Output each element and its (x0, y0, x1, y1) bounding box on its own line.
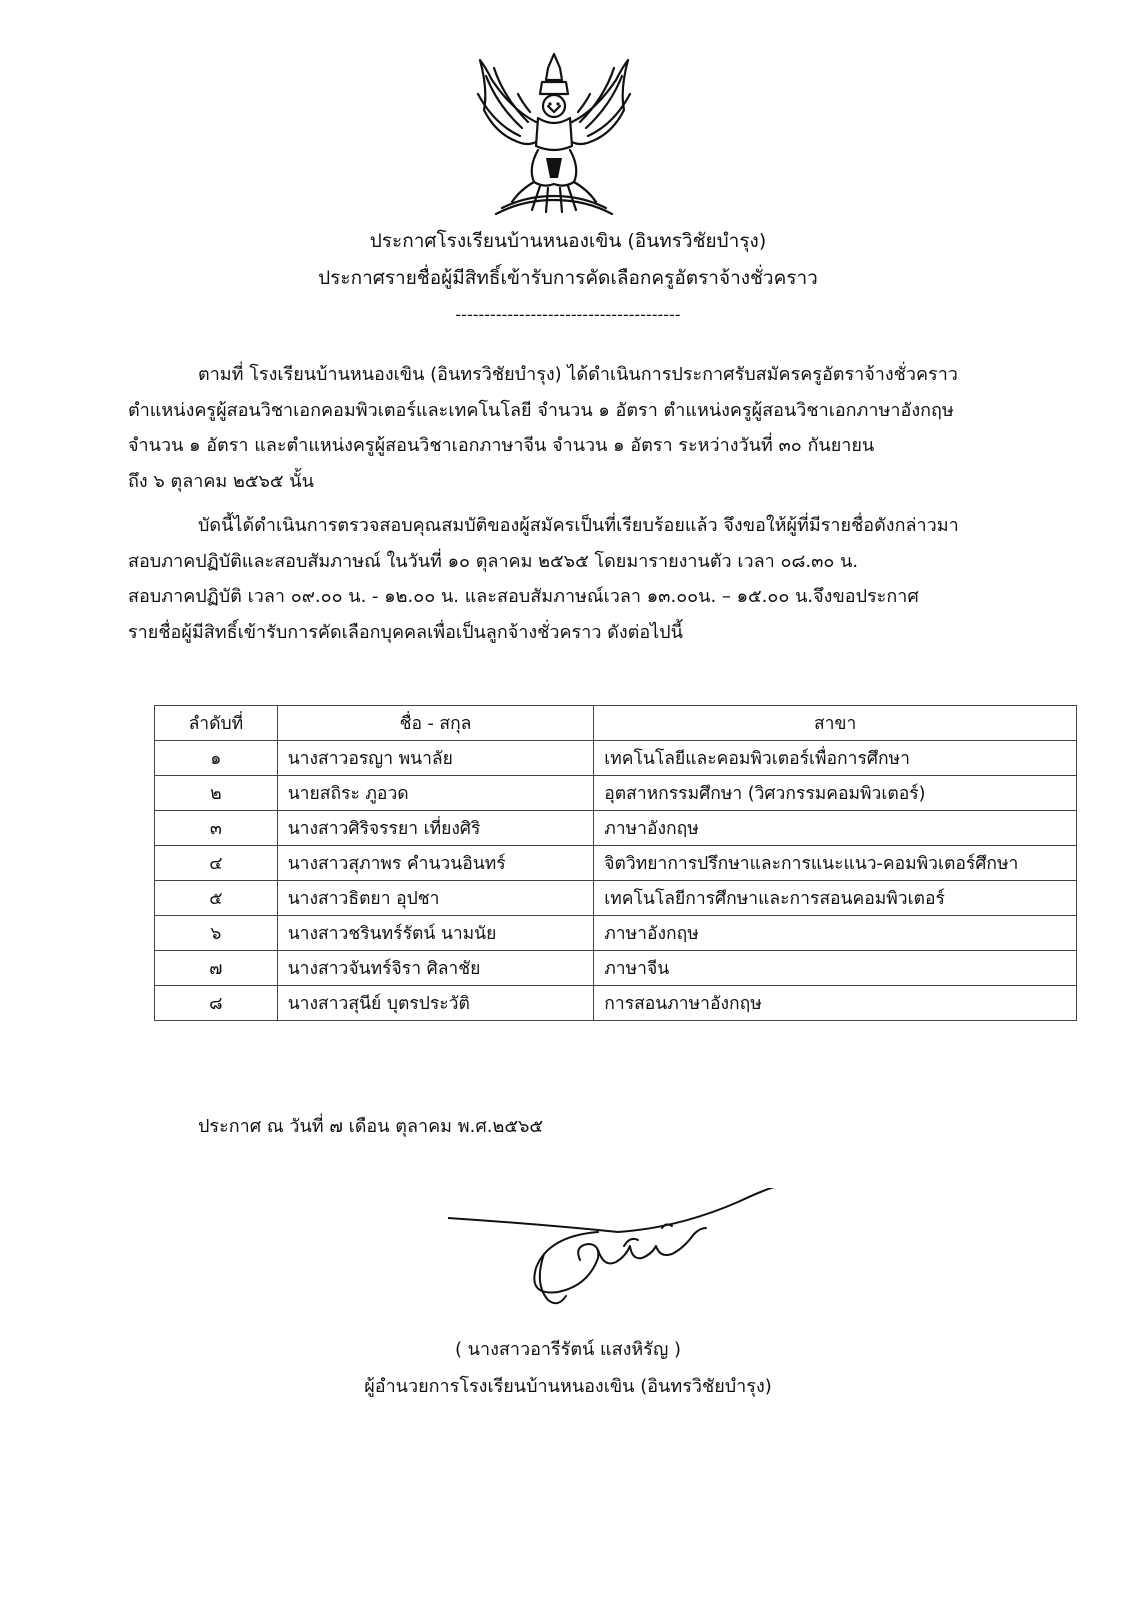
row-number: ๒ (155, 776, 278, 811)
table-row (155, 741, 1077, 776)
title-divider: --------------------------------------- (455, 305, 681, 324)
candidates-table (154, 705, 1077, 1021)
candidate-name: นางสาวธิตยา อุปชา (277, 881, 594, 916)
row-number: ๑ (155, 741, 278, 776)
row-number: ๕ (155, 881, 278, 916)
paragraph-line: รายชื่อผู้มีสิทธิ์เข้ารับการคัดเลือกบุคคลเพื่อเป็นลูกจ้างชั่วคราว ดังต่อไปนี้ (128, 621, 683, 643)
column-header-order: ลำดับที่ (155, 706, 278, 741)
row-number: ๖ (155, 916, 278, 951)
row-number: ๘ (155, 986, 278, 1021)
announcement-title: ประกาศโรงเรียนบ้านหนองเขิน (อินทรวิชัยบำรุง) (369, 230, 767, 252)
table-row (155, 986, 1077, 1021)
candidate-major: การสอนภาษาอังกฤษ (594, 986, 1077, 1021)
table-row (155, 846, 1077, 881)
candidate-name: นางสาวชรินทร์รัตน์ นามนัย (277, 916, 594, 951)
row-number: ๗ (155, 951, 278, 986)
paragraph-line: สอบภาคปฏิบัติและสอบสัมภาษณ์ ในวันที่ ๑๐ ตุลาคม ๒๕๖๕ โดยมารายงานตัว เวลา ๐๘.๓๐ น. (128, 550, 859, 572)
candidate-name: นายสถิระ ภูอวด (277, 776, 594, 811)
table-row (155, 916, 1077, 951)
candidate-name: นางสาวสุนีย์ บุตรประวัติ (277, 986, 594, 1021)
paragraph-line: บัดนี้ได้ดำเนินการตรวจสอบคุณสมบัติของผู้สมัครเป็นที่เรียบร้อยแล้ว จึงขอให้ผู้ที่มีรายชื่อดังกล่าวมา (198, 515, 959, 536)
paragraph-intro (128, 357, 1008, 499)
paragraph-line: สอบภาคปฏิบัติ เวลา ๐๙.๐๐ น. - ๑๒.๐๐ น. และสอบสัมภาษณ์เวลา ๑๓.๐๐น. – ๑๕.๐๐ น.จึงขอประกาศ (128, 586, 919, 607)
candidate-major: เทคโนโลยีการศึกษาและการสอนคอมพิวเตอร์ (594, 881, 1077, 916)
paragraph-details (128, 508, 1008, 650)
candidate-major: อุตสาหกรรมศึกษา (วิศวกรรมคอมพิวเตอร์) (594, 776, 1077, 811)
table-row (155, 811, 1077, 846)
row-number: ๔ (155, 846, 278, 881)
candidate-major: เทคโนโลยีและคอมพิวเตอร์เพื่อการศึกษา (594, 741, 1077, 776)
table-row (155, 776, 1077, 811)
candidate-major: ภาษาอังกฤษ (594, 916, 1077, 951)
candidate-name: นางสาวจันทร์จิรา ศิลาชัย (277, 951, 594, 986)
paragraph-line: จำนวน ๑ อัตรา และตำแหน่งครูผู้สอนวิชาเอกภาษาจีน จำนวน ๑ อัตรา ระหว่างวันที่ ๓๐ กันยายน (128, 435, 875, 456)
signature-image (448, 1188, 798, 1338)
garuda-emblem-icon (472, 50, 636, 216)
paragraph-line: ตามที่ โรงเรียนบ้านหนองเขิน (อินทรวิชัยบำรุง) ได้ดำเนินการประกาศรับสมัครครูอัตราจ้างชั่วคราว (198, 364, 958, 385)
candidate-major: จิตวิทยาการปรึกษาและการแนะแนว-คอมพิวเตอร์ศึกษา (594, 846, 1077, 881)
signer-title: ผู้อำนวยการโรงเรียนบ้านหนองเขิน (อินทรวิชัยบำรุง) (364, 1376, 772, 1397)
table-row (155, 881, 1077, 916)
row-number: ๓ (155, 811, 278, 846)
announcement-subtitle: ประกาศรายชื่อผู้มีสิทธิ์เข้ารับการคัดเลือกครูอัตราจ้างชั่วคราว (318, 267, 818, 289)
table-row (155, 951, 1077, 986)
paragraph-line: ตำแหน่งครูผู้สอนวิชาเอกคอมพิวเตอร์และเทคโนโลยี จำนวน ๑ อัตรา ตำแหน่งครูผู้สอนวิชาเอกภาษาอังกฤษ (128, 399, 954, 421)
announcement-date: ประกาศ ณ วันที่ ๗ เดือน ตุลาคม พ.ศ.๒๕๖๕ (198, 1116, 543, 1137)
candidate-name: นางสาวอรญา พนาลัย (277, 741, 594, 776)
signer-name: ( นางสาวอารีรัตน์ แสงหิรัญ ) (454, 1339, 682, 1360)
candidate-name: นางสาวศิริจรรยา เที่ยงศิริ (277, 811, 594, 846)
candidate-major: ภาษาอังกฤษ (594, 811, 1077, 846)
column-header-major: สาขา (594, 706, 1077, 741)
candidate-major: ภาษาจีน (594, 951, 1077, 986)
table-header-row (155, 706, 1077, 741)
candidate-name: นางสาวสุภาพร คำนวนอินทร์ (277, 846, 594, 881)
paragraph-line: ถึง ๖ ตุลาคม ๒๕๖๕ นั้น (128, 470, 314, 492)
column-header-name: ชื่อ - สกุล (277, 706, 594, 741)
